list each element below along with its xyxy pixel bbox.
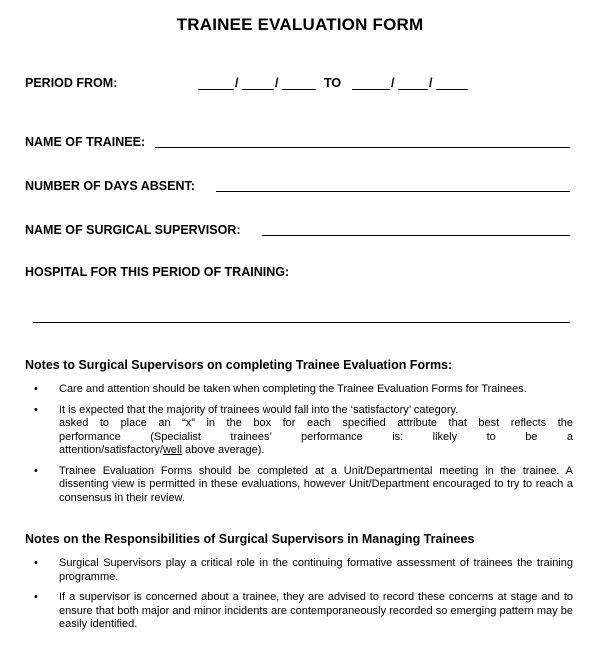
- list-item: [28, 404, 573, 458]
- trainee-name-field[interactable]: [155, 147, 570, 148]
- note-text: Care and attention should be taken when completing the Trainee Evaluation Forms for Trainees.: [59, 383, 527, 395]
- date-separator: /: [275, 76, 279, 90]
- hospital-label: HOSPITAL FOR THIS PERIOD OF TRAINING:: [25, 265, 290, 279]
- note-text-line: attention/satisfactory/: [59, 444, 163, 456]
- period-from-day-field[interactable]: [198, 89, 234, 90]
- period-to-day-field[interactable]: [352, 89, 390, 90]
- days-absent-field[interactable]: [216, 191, 570, 192]
- bullet-icon: •: [34, 591, 38, 603]
- list-item: [28, 591, 573, 632]
- note-text-underlined: well: [162, 444, 182, 456]
- period-from-month-field[interactable]: [242, 89, 274, 90]
- note-text: Surgical Supervisors play a critical role in the continuing formative assessment of trainees the training programme.: [59, 557, 573, 583]
- period-from-year-field[interactable]: [282, 89, 316, 90]
- note-text-line: above average).: [181, 444, 265, 456]
- form-title: TRAINEE EVALUATION FORM: [176, 15, 424, 34]
- list-item: [28, 383, 573, 397]
- date-separator: /: [391, 76, 395, 90]
- date-separator: /: [235, 76, 239, 90]
- hospital-field[interactable]: [33, 322, 570, 323]
- note-text-line: asked to place an “x” in the box for each specified attribute that best reflects the: [59, 417, 573, 429]
- notes-responsibilities-list: [28, 557, 573, 639]
- notes-responsibilities-heading: Notes on the Responsibilities of Surgical Supervisors in Managing Trainees: [25, 532, 475, 546]
- bullet-icon: •: [34, 557, 38, 569]
- bullet-icon: •: [34, 383, 38, 395]
- note-text-line: performance (Specialist trainees’ performance is: likely to be a: [59, 430, 573, 443]
- notes-completing-list: [28, 383, 573, 512]
- note-text: If a supervisor is concerned about a trainee, they are advised to record these concerns at stage and to ensure that both major and minor incidents are contemporaneously recorded so emerging pattern may be easily identified.: [59, 591, 573, 630]
- date-separator: /: [429, 76, 433, 90]
- supervisor-name-label: NAME OF SURGICAL SUPERVISOR:: [25, 223, 241, 237]
- bullet-icon: •: [34, 464, 38, 477]
- list-item: [28, 557, 573, 584]
- note-text-line: It is expected that the majority of trainees would fall into the ‘satisfactory’ category.: [59, 403, 459, 416]
- period-to-year-field[interactable]: [436, 89, 468, 90]
- notes-completing-heading: Notes to Surgical Supervisors on completing Trainee Evaluation Forms:: [25, 358, 453, 372]
- list-item: [28, 465, 573, 506]
- trainee-name-label: NAME OF TRAINEE:: [25, 135, 146, 149]
- supervisor-name-field[interactable]: [262, 235, 570, 236]
- period-to-month-field[interactable]: [398, 89, 428, 90]
- days-absent-label: NUMBER OF DAYS ABSENT:: [25, 179, 195, 193]
- period-to-label: TO: [324, 76, 342, 90]
- period-from-label: PERIOD FROM:: [25, 76, 118, 90]
- bullet-icon: •: [34, 403, 38, 416]
- note-text: Trainee Evaluation Forms should be completed at a Unit/Departmental meeting in the trainee. A dissenting view is permitted in these evaluations, however Unit/Department encouraged to try to reach a consensus in their review.: [59, 464, 573, 504]
